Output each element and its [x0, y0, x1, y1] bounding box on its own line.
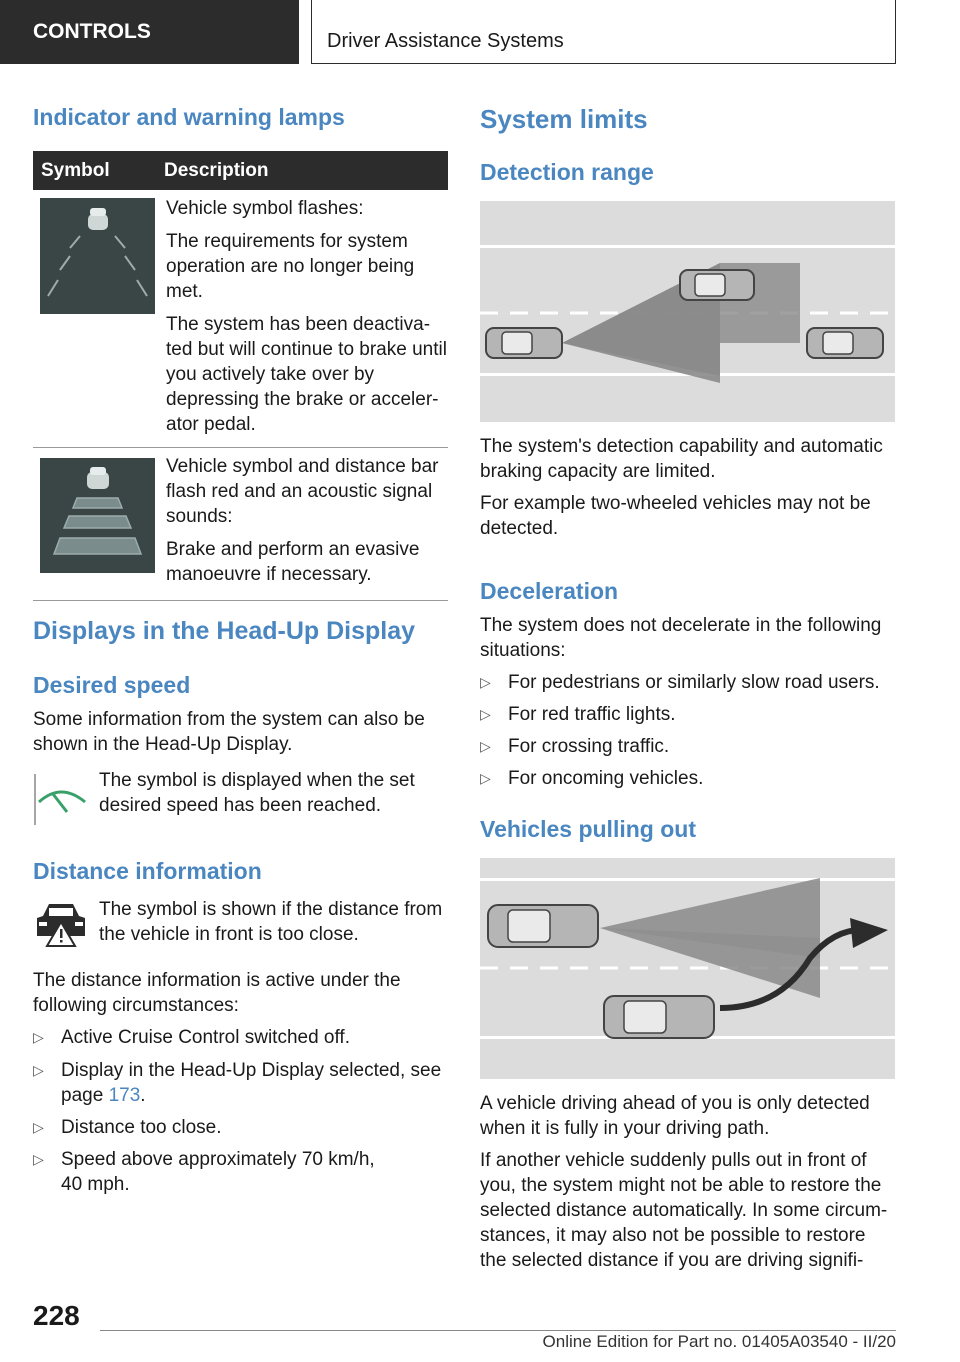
lamps-table-wrapper [33, 151, 448, 601]
description-cell [156, 190, 448, 448]
page-link[interactable]: 173 [108, 1085, 141, 1106]
symbol-column-header: Symbol [33, 151, 156, 190]
table-row [33, 448, 448, 601]
description-text: The system has been deactiva- ted but will continue to brake until you actively take over by depressing the brake or acceler- ator pedal. [166, 314, 447, 435]
detection-range-heading: Detection range [480, 159, 654, 185]
chapter-title: Driver Assistance Systems [327, 30, 564, 52]
detection-range-illustration [480, 201, 895, 422]
description-text: Vehicle symbol and distance bar flash red and an acoustic signal sounds: [166, 456, 439, 527]
desired-speed-intro: Some information from the system can also be shown in the Head-Up Display. [33, 709, 425, 755]
list-item [33, 1058, 473, 1108]
list-item-text: For pedestrians or similarly slow road users. [508, 672, 880, 693]
list-item [480, 766, 923, 791]
list-item-text: Speed above approximately 70 km/h, [61, 1149, 375, 1170]
list-item-text: 40 mph. [61, 1174, 130, 1195]
triangle-bullet-icon: ▷ [480, 770, 491, 786]
description-text: Vehicle symbol flashes: [166, 198, 364, 219]
pulling-out-illustration [480, 858, 895, 1079]
desired-speed-icon [33, 772, 88, 827]
edition-text: Online Edition for Part no. 01405A03540 - II/20 [542, 1332, 896, 1351]
triangle-bullet-icon: ▷ [33, 1062, 44, 1078]
desired-speed-symbol-text: The symbol is displayed when the set desired speed has been reached. [99, 770, 415, 816]
description-text: The requirements for system operation are no longer being met. [166, 231, 415, 302]
page-number: 228 [33, 1300, 80, 1331]
section-title: CONTROLS [33, 20, 151, 43]
triangle-bullet-icon: ▷ [480, 706, 491, 722]
lamps-table [33, 151, 448, 601]
triangle-bullet-icon: ▷ [480, 738, 491, 754]
distance-warning-lamp-icon [40, 458, 155, 573]
lamps-heading: Indicator and warning lamps [33, 104, 345, 130]
pulling-out-text: A vehicle driving ahead of you is only detected when it is fully in your driving path. [480, 1093, 870, 1139]
vehicle-warning-lamp-icon [40, 198, 155, 314]
triangle-bullet-icon: ▷ [480, 674, 491, 690]
list-item-text: Distance too close. [61, 1117, 222, 1138]
section-tab [0, 0, 299, 64]
list-item-text: For oncoming vehicles. [508, 768, 704, 789]
detection-range-text: The system's detection capability and automatic braking capacity are limited. [480, 436, 883, 482]
system-limits-heading: System limits [480, 104, 648, 134]
list-item [33, 1025, 473, 1050]
list-item [33, 1115, 473, 1140]
deceleration-intro: The system does not decelerate in the following situations: [480, 615, 882, 661]
symbol-cell [33, 448, 156, 601]
symbol-cell [33, 190, 156, 448]
list-item-text: For crossing traffic. [508, 736, 670, 757]
description-text: Brake and perform an evasive manoeuvre if necessary. [166, 539, 420, 585]
detection-range-text: For example two-wheeled vehicles may not be detected. [480, 493, 871, 539]
distance-info-intro: The distance information is active under the following circumstances: [33, 970, 401, 1016]
list-item [33, 1147, 473, 1197]
hud-heading: Displays in the Head-Up Display [33, 617, 416, 645]
page-ref-suffix: . [140, 1085, 146, 1106]
distance-info-symbol-text: The symbol is shown if the distance from the vehicle in front is too close. [99, 899, 443, 945]
pulling-out-text: If another vehicle suddenly pulls out in front of you, the system might not be able to restore the selected distance automatically. In some circum- stances, it may also not be possible to restore the selected distance if you are driving signifi- [480, 1150, 888, 1271]
description-cell [156, 448, 448, 601]
list-item-text: For red traffic lights. [508, 704, 676, 725]
distance-warning-car-icon [33, 898, 88, 950]
description-column-header: Description [156, 151, 448, 190]
list-item [480, 734, 923, 759]
desired-speed-heading: Desired speed [33, 672, 191, 698]
list-item-text: Active Cruise Control switched off. [61, 1027, 350, 1048]
table-row [33, 190, 448, 448]
list-item [480, 702, 923, 727]
distance-info-heading: Distance information [33, 858, 262, 884]
chapter-header [311, 0, 896, 64]
deceleration-heading: Deceleration [480, 578, 619, 604]
list-item-text: Display in the Head-Up Display selected, see [61, 1060, 442, 1081]
triangle-bullet-icon: ▷ [33, 1119, 44, 1135]
triangle-bullet-icon: ▷ [33, 1029, 44, 1045]
triangle-bullet-icon: ▷ [33, 1151, 44, 1167]
footer-divider [100, 1330, 896, 1331]
list-item [480, 670, 923, 695]
pulling-out-heading: Vehicles pulling out [480, 816, 696, 842]
page-ref-prefix: page [61, 1085, 104, 1106]
